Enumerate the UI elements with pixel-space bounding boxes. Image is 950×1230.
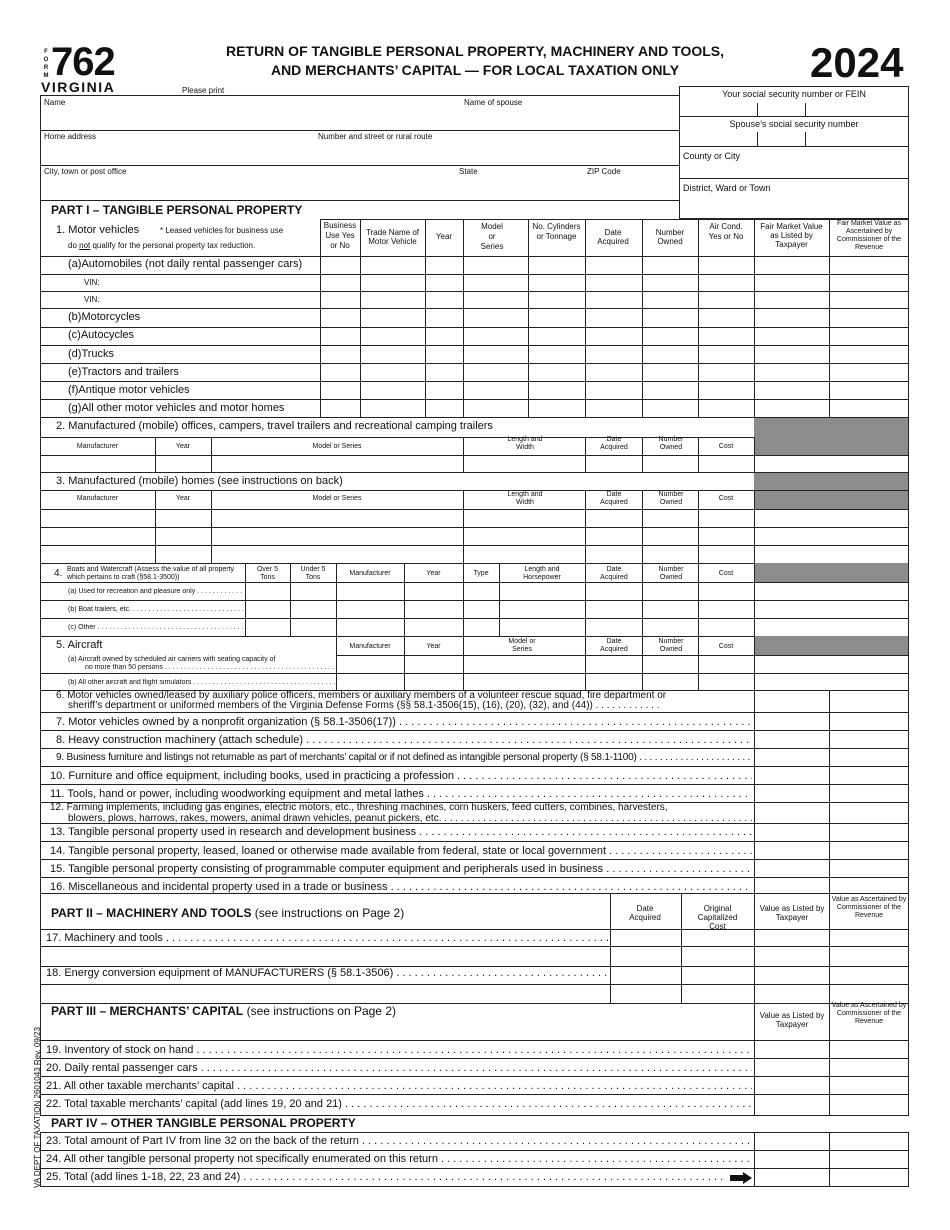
line15-label: 15. Tangible personal property consisting of programmable computer equipment and peripherals used in business . . . (50, 863, 752, 875)
col-over-5-tons: Over 5 Tons (256, 566, 278, 581)
l5-col-year: Year (426, 643, 441, 650)
l4-col-cost: Cost (718, 570, 734, 577)
vehicle-row-g: (g)All other motor vehicles and motor homes (68, 402, 285, 414)
vehicle-row-b: (b)Motorcycles (68, 311, 141, 323)
l3-col-cost: Cost (718, 495, 734, 502)
p3-col-taxpayer: Value as Listed by Taxpayer (759, 1011, 825, 1029)
line6-label-2: sheriff’s department or uniformed members of the Virginia Defense Forms (§§ 58.1-3506(15), (16), (20), (32), and (44)) . . . . . . . . . . . . (68, 700, 660, 711)
l4-col-type: Type (473, 570, 489, 577)
spouse-ssn-field[interactable] (700, 132, 870, 146)
vin-field-2[interactable] (106, 293, 318, 307)
line23-label: 23. Total amount of Part IV from line 32 on the back of the return . . . (46, 1135, 752, 1147)
line4c-label: (c) Other . . . (68, 624, 244, 631)
l3-col-number: Number Owned (658, 491, 684, 506)
title-line2: AND MERCHANTS’ CAPITAL — FOR LOCAL TAXATION ONLY (270, 62, 680, 78)
l2-col-manufacturer: Manufacturer (76, 443, 119, 450)
l3-col-date: Date Acquired (600, 491, 628, 506)
part2-heading: PART II – MACHINERY AND TOOLS (see instructions on Page 2) (51, 906, 405, 920)
line5b-label: (b) All other aircraft and flight simulators . . . (68, 679, 335, 686)
vin-row-2: VIN: (84, 295, 100, 304)
district-label: District, Ward or Town (683, 183, 771, 193)
line7-label: 7. Motor vehicles owned by a nonprofit organization (§ 58.1-3506(17)) . . . (56, 716, 752, 728)
name-label: Name (44, 98, 66, 107)
col-air-cond: Air Cond. Yes or No (708, 222, 744, 241)
col-year: Year (435, 232, 453, 241)
margin-text: VA DEPT OF TAXATION 2601043 Rev. 09/23 (33, 1027, 42, 1188)
p3-col-commissioner: Value as Ascertained by Commissioner of the Revenue (831, 1002, 907, 1025)
ssn-field[interactable] (700, 102, 870, 116)
l2-col-cost: Cost (718, 443, 734, 450)
line5a-label-1: (a) Aircraft owned by scheduled air carriers with seating capacity of (68, 656, 276, 663)
l5-col-date: Date Acquired (600, 638, 628, 653)
line10-label: 10. Furniture and office equipment, including books, used in practicing a profession . . . (50, 770, 752, 782)
l5-col-number: Number Owned (658, 638, 684, 653)
line17-label: 17. Machinery and tools . . . (46, 932, 608, 944)
arrow-right-icon (730, 1172, 752, 1184)
l4-col-year: Year (426, 570, 441, 577)
p2-col-taxpayer: Value as Listed by Taxpayer (759, 904, 825, 922)
part4-heading: PART IV – OTHER TANGIBLE PERSONAL PROPERTY (51, 1116, 356, 1130)
col-trade-name: Trade Name of Motor Vehicle (365, 228, 420, 246)
vehicle-row-f: (f)Antique motor vehicles (68, 384, 190, 396)
vehicle-row-e: (e)Tractors and trailers (68, 366, 179, 378)
line12-label-2: blowers, plows, harrows, rakes, mowers, animal drawn vehicles, peanut pickers, etc. . . . (68, 813, 752, 824)
home-address-label: Home address (44, 132, 97, 141)
vehicle-row-d: (d)Trucks (68, 348, 115, 360)
line12-label-1: 12. Farming implements, including gas engines, electric motors, etc., threshing machines, corn huskers, feed cutters, combines, harvesters, (50, 802, 668, 813)
col-number-owned: Number Owned (655, 228, 685, 246)
l3-col-year: Year (175, 495, 191, 502)
col-date-acquired: Date Acquired (597, 228, 629, 246)
p2-col-commissioner: Value as Ascertained by Commissioner of the Revenue (831, 896, 907, 919)
line3-shaded (754, 473, 909, 510)
city-field[interactable] (41, 179, 451, 199)
vin-field-1[interactable] (106, 276, 318, 290)
line2-label: 2. Manufactured (mobile) offices, campers, travel trailers and recreational camping trailers (56, 420, 493, 432)
col-fmv-commissioner: Fair Market Value as Ascertained by Commissioner of the Revenue (836, 220, 902, 251)
l4-col-number: Number Owned (658, 566, 684, 581)
l5-col-cost: Cost (718, 643, 734, 650)
tax-year: 2024 (810, 39, 904, 86)
please-print: Please print (182, 86, 225, 95)
part1-heading: PART I – TANGIBLE PERSONAL PROPERTY (51, 203, 303, 217)
line16-label: 16. Miscellaneous and incidental property used in a trade or business . . . (50, 881, 752, 893)
col-model: Model or Series (480, 222, 504, 251)
col-fmv-taxpayer: Fair Market Value as Listed by Taxpayer (760, 222, 823, 249)
p2-col-original: Original Capitalized Cost (697, 904, 738, 931)
ssn-label: Your social security number or FEIN (722, 89, 866, 99)
line22-label: 22. Total taxable merchants’ capital (add lines 19, 20 and 21) . . . (46, 1098, 752, 1110)
col-business-use: Business Use Yes or No (323, 221, 357, 250)
county-label: County or City (683, 151, 741, 161)
line13-label: 13. Tangible personal property used in research and development business . . . (50, 826, 752, 838)
line3-label: 3. Manufactured (mobile) homes (see instructions on back) (56, 475, 343, 487)
l3-col-model: Model or Series (312, 495, 362, 502)
col-under-5-tons: Under 5 Tons (300, 566, 326, 581)
state-name: VIRGINIA (41, 79, 116, 95)
line5a-label-2: no more than 50 persons . . . (85, 664, 335, 671)
l4-col-manufacturer: Manufacturer (349, 570, 391, 577)
l3-col-length: Length and Width (507, 491, 543, 506)
street-label: Number and street or rural route (318, 132, 433, 141)
line9-label: 9. Business furniture and listings not returnable as part of merchants’ capital or if not defined as intangible personal property (§ 58.1-1100) . . . (56, 752, 752, 763)
p2-col-date: Date Acquired (629, 904, 661, 922)
line14-label: 14. Tangible personal property, leased, loaned or otherwise made available from federal, state or local government . . . (50, 845, 752, 857)
form-letters: F O R M (43, 49, 49, 79)
line4-shaded (754, 563, 909, 582)
spouse-name-field[interactable] (462, 110, 678, 129)
l3-col-manufacturer: Manufacturer (76, 495, 119, 502)
l5-col-manufacturer: Manufacturer (349, 643, 391, 650)
l5-col-model: Model or Series (508, 638, 536, 653)
zip-label: ZIP Code (587, 167, 621, 176)
line5-label: 5. Aircraft (56, 639, 103, 651)
city-label: City, town or post office (44, 167, 127, 176)
l4-col-date: Date Acquired (600, 566, 628, 581)
line20-label: 20. Daily rental passenger cars . . . (46, 1062, 752, 1074)
motor-note-1: * Leased vehicles for business use (160, 226, 284, 235)
home-address-field[interactable] (41, 144, 679, 164)
line4b-label: (b) Boat trailers, etc. . . . (68, 606, 244, 613)
line4a-label: (a) Used for recreation and pleasure only . . . (68, 588, 244, 595)
vin-row-1: VIN: (84, 278, 100, 287)
l2-col-length: Length and Width (507, 436, 543, 451)
state-label: State (459, 167, 478, 176)
line2-shaded (754, 418, 909, 455)
vehicle-row-a: (a)Automobiles (not daily rental passenger cars) (68, 258, 303, 270)
line11-label: 11. Tools, hand or power, including woodworking equipment and metal lathes . . . (50, 788, 752, 800)
col-cylinders: No. Cylinders or Tonnage (532, 222, 581, 241)
motor-note-2: do not qualify for the personal property tax reduction. (68, 241, 256, 250)
line25-label: 25. Total (add lines 1-18, 22, 23 and 24) . . . (46, 1171, 726, 1183)
l2-col-year: Year (175, 443, 191, 450)
line18-label: 18. Energy conversion equipment of MANUFACTURERS (§ 58.1-3506) . . . (46, 967, 608, 979)
spouse-ssn-label: Spouse’s social security number (729, 119, 859, 129)
line4-number: 4. (54, 568, 63, 579)
line5-shaded (754, 636, 909, 655)
spouse-name-label: Name of spouse (464, 98, 523, 107)
form-number: 762 (51, 40, 115, 84)
name-field[interactable] (41, 110, 461, 129)
line4-label: Boats and Watercraft (Assess the value of all property which pertains to craft (§58.1-3500)) (67, 566, 235, 581)
vehicle-row-c: (c)Autocycles (68, 329, 135, 341)
title-line1: RETURN OF TANGIBLE PERSONAL PROPERTY, MACHINERY AND TOOLS, (225, 43, 725, 59)
line6-label-1: 6. Motor vehicles owned/leased by auxiliary police officers, members or auxiliary members of a volunteer rescue squad, fire department or (56, 690, 667, 701)
state-field[interactable] (456, 179, 581, 199)
line19-label: 19. Inventory of stock on hand . . . (46, 1044, 752, 1056)
line21-label: 21. All other taxable merchants’ capital . . . (46, 1080, 752, 1092)
line24-label: 24. All other tangible personal property not specifically enumerated on this return . . . (46, 1153, 752, 1165)
line8-label: 8. Heavy construction machinery (attach schedule) . . . (56, 734, 752, 746)
l4-col-length-hp: Length and Horsepower (523, 566, 561, 581)
motor-vehicles-label: 1. Motor vehicles (56, 224, 140, 236)
l2-col-number: Number Owned (658, 436, 684, 451)
l2-col-model: Model or Series (312, 443, 362, 450)
part3-heading: PART III – MERCHANTS’ CAPITAL (see instructions on Page 2) (51, 1004, 396, 1018)
l2-col-date: Date Acquired (600, 436, 628, 451)
zip-field[interactable] (584, 179, 678, 199)
county-field[interactable] (680, 163, 908, 177)
district-field[interactable] (680, 196, 908, 218)
